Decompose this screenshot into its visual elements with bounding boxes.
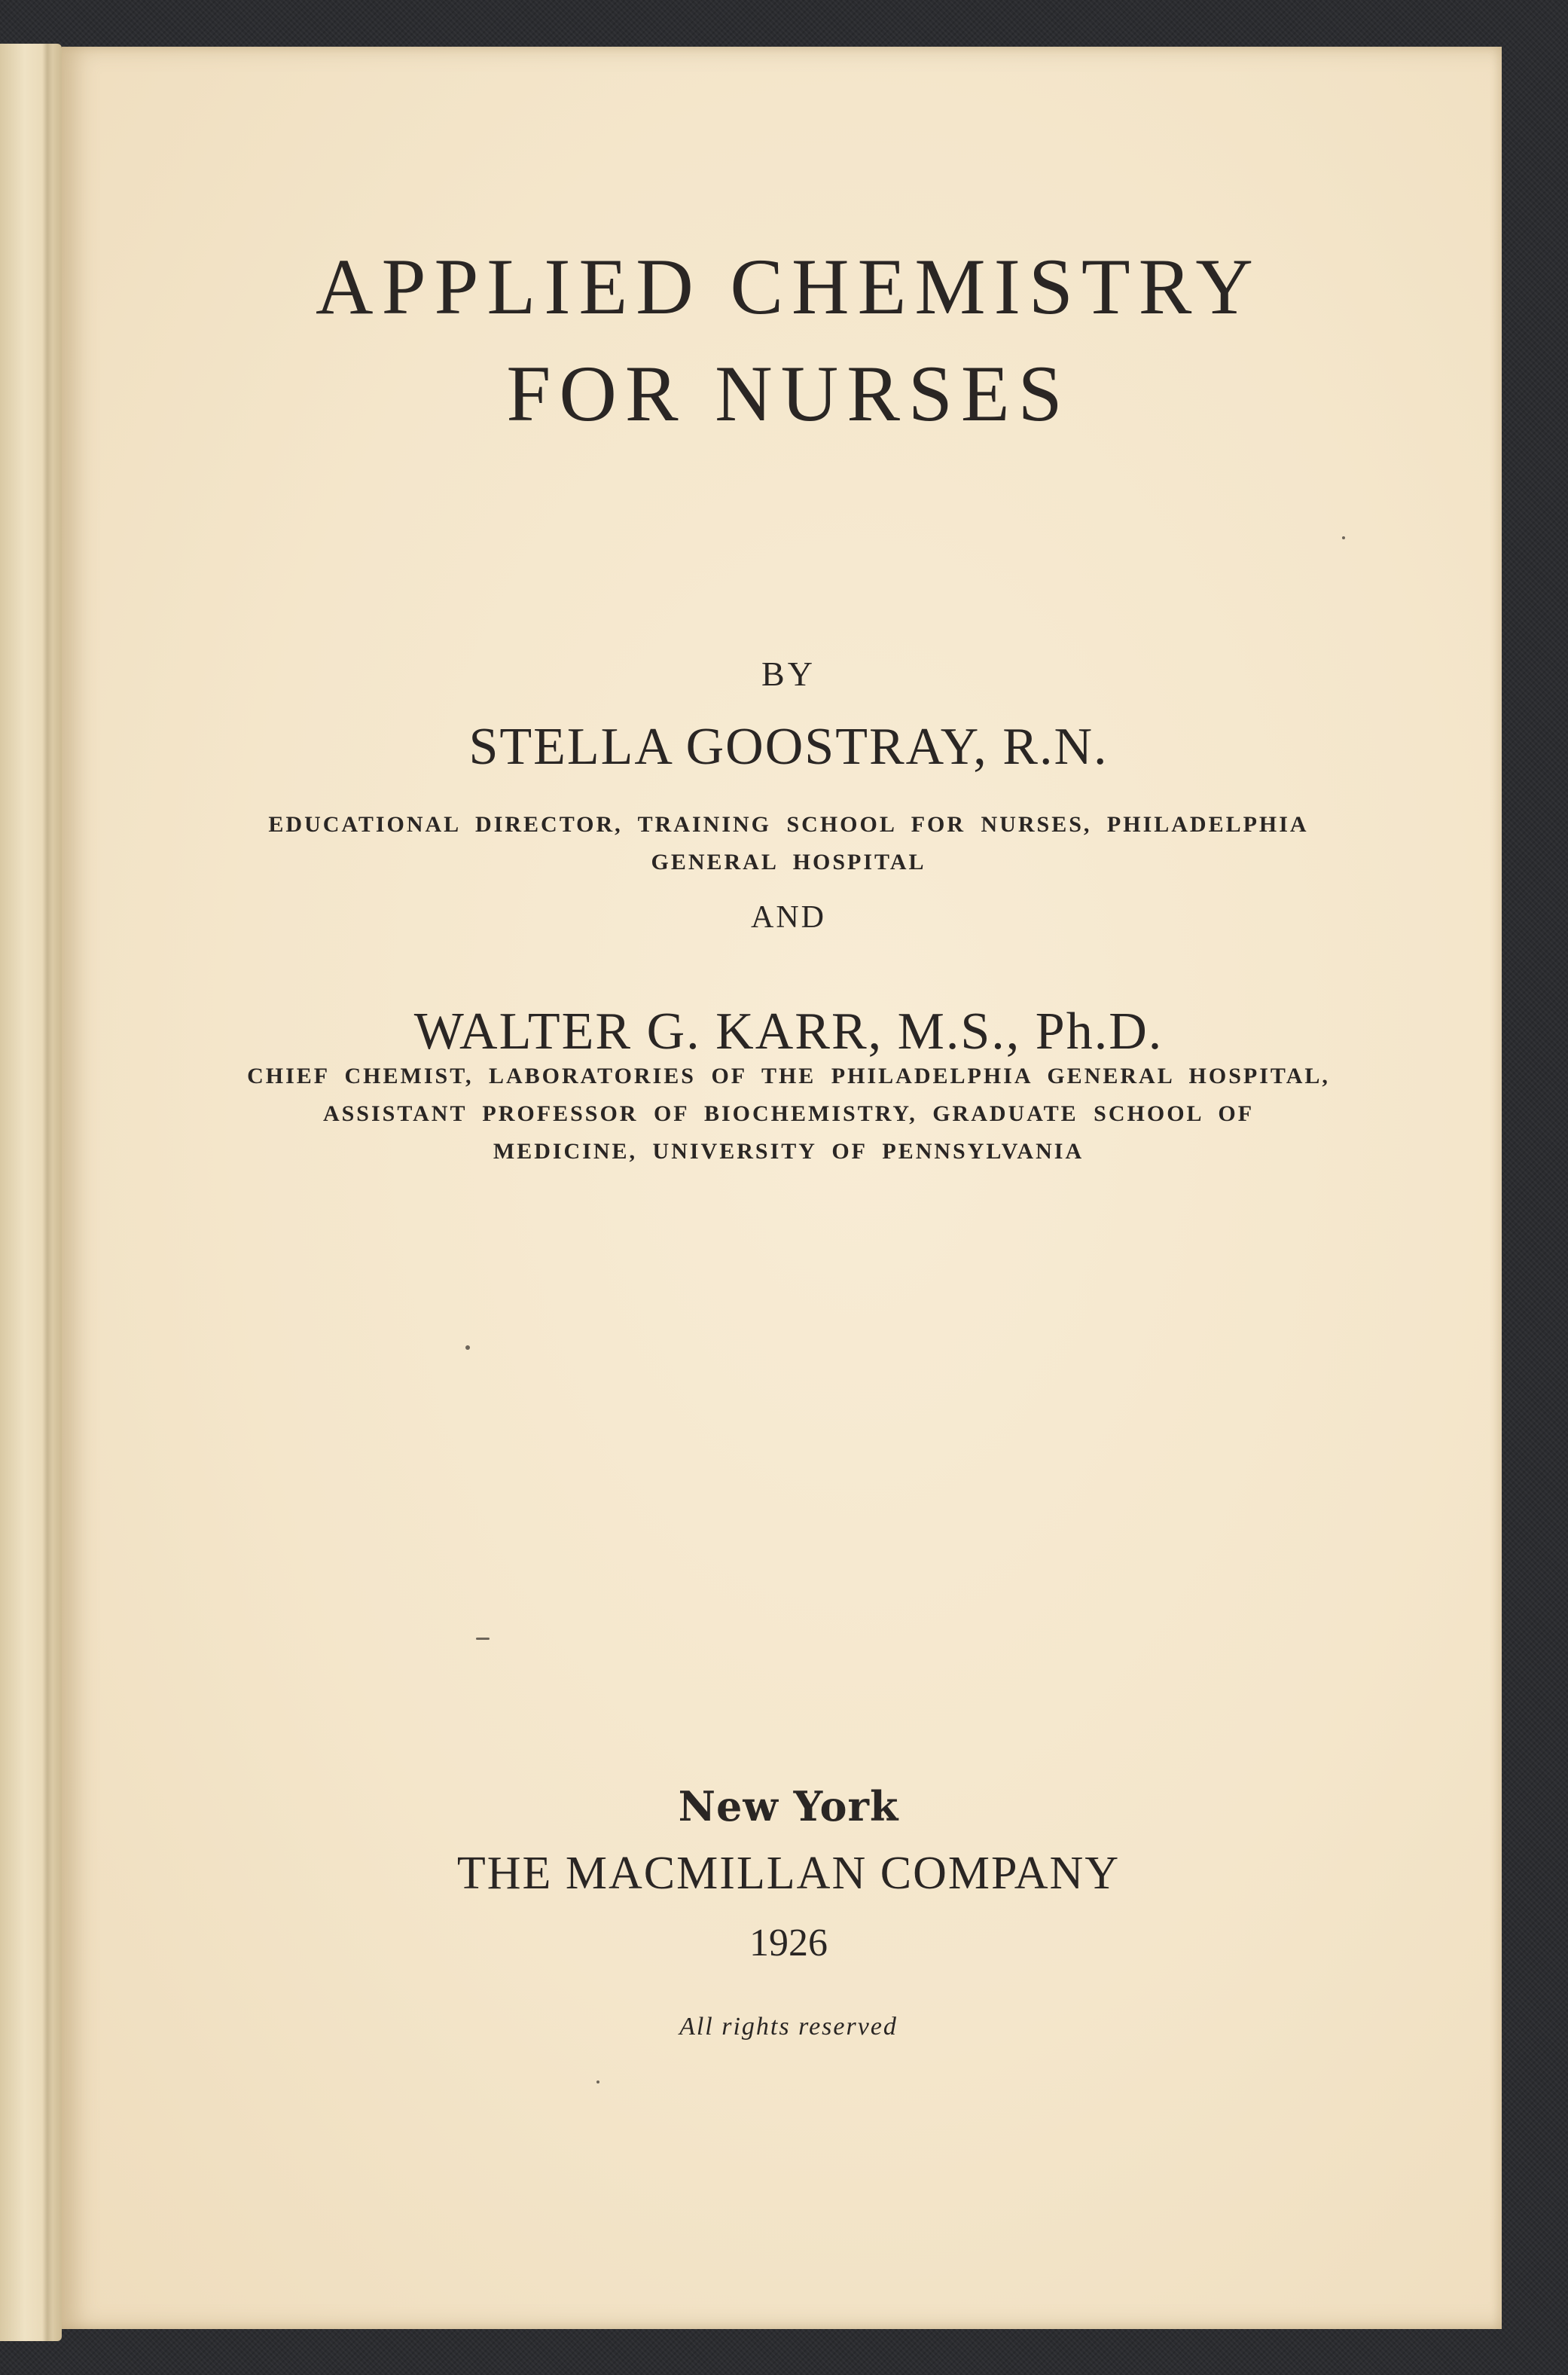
author-1-affiliation-line-2: GENERAL HOSPITAL [651,850,926,875]
author-2-affiliation-line-3: MEDICINE, UNIVERSITY OF PENNSYLVANIA [493,1139,1084,1164]
paper-speck [596,2080,599,2083]
paper-speck [476,1638,490,1640]
facing-page-edge [0,44,62,2341]
imprint-city: New York [678,1782,899,1830]
publication-year: 1926 [749,1922,828,1964]
rights-notice: All rights reserved [679,2013,898,2041]
author-1-affiliation-line-1: EDUCATIONAL DIRECTOR, TRAINING SCHOOL FOR NURSES, PHILADELPHIA [268,812,1309,837]
title-page [62,47,1502,2329]
paper-speck [1342,536,1345,539]
paper-speck [465,1345,470,1350]
and-label: AND [751,900,826,935]
by-label: BY [761,655,816,693]
author-2-affiliation-line-2: ASSISTANT PROFESSOR OF BIOCHEMISTRY, GRADUATE SCHOOL OF [322,1101,1255,1126]
publisher-name: THE MACMILLAN COMPANY [456,1848,1121,1899]
author-2-name: WALTER G. KARR, M.S., Ph.D. [413,1003,1164,1061]
book-title-line-1: APPLIED CHEMISTRY [316,243,1261,331]
book-title-line-2: FOR NURSES [506,350,1071,438]
author-2-affiliation-line-1: CHIEF CHEMIST, LABORATORIES OF THE PHILADELPHIA GENERAL HOSPITAL, [247,1064,1330,1088]
author-1-name: STELLA GOOSTRAY, R.N. [468,718,1109,776]
